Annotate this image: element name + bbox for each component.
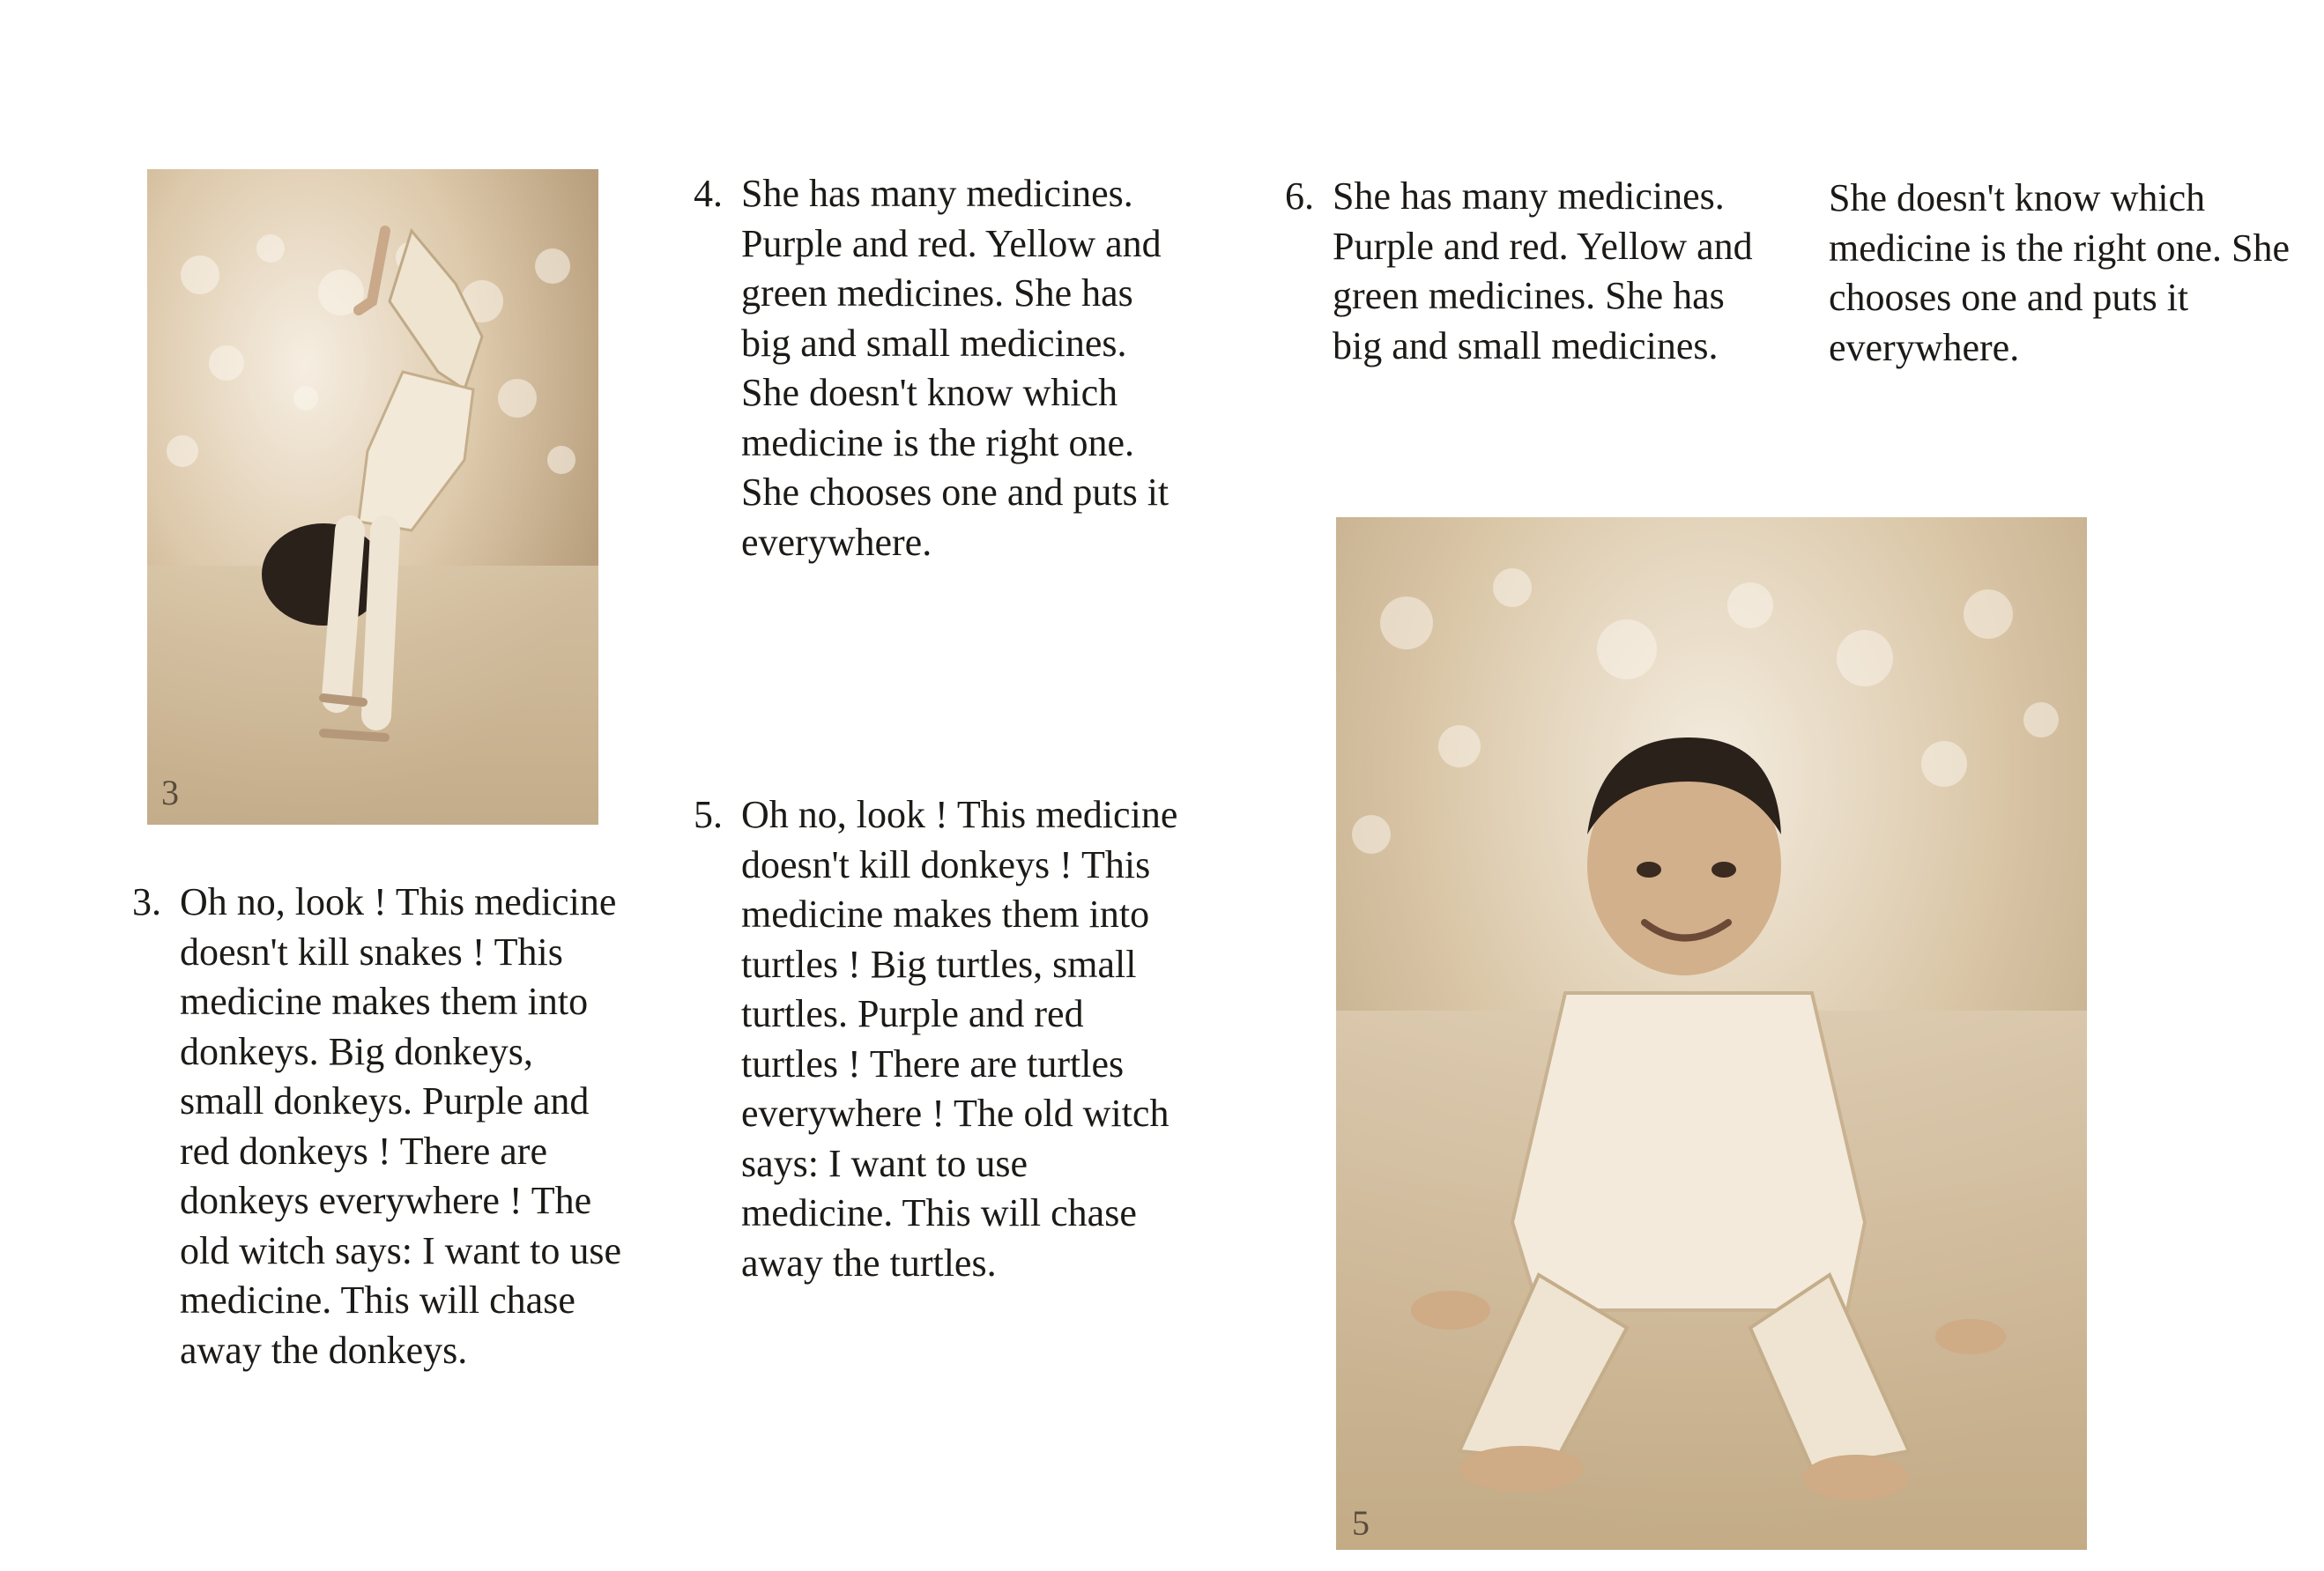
paragraph-5 [694, 790, 1187, 1288]
paragraph-number: 5. [694, 793, 723, 836]
paragraph-text: Oh no, look ! This medicine doesn't kill snakes ! This medicine makes them into donkeys. Big donkeys, small donkeys. Purple and red donkeys ! There are donkeys everywhere ! The old witch says: I want to use medicine. This will chase away the donkeys. [180, 880, 622, 1372]
sitting-child-illustration [1336, 517, 2087, 1550]
paragraph-number: 4. [694, 172, 723, 215]
paragraph-number: 6. [1285, 174, 1314, 218]
paragraph-6 [1285, 172, 1778, 371]
paragraph-4 [694, 169, 1187, 567]
paragraph-6-continued [1829, 174, 2322, 373]
photo-handstand [147, 169, 598, 825]
paragraph-text: She has many medicines. Purple and red. Yellow and green medicines. She has big and small medicines. She doesn't know which medicine is the right one. She chooses one and puts it everywhere. [741, 172, 1169, 564]
paragraph-3 [132, 878, 626, 1375]
paragraph-number: 3. [132, 880, 161, 923]
paragraph-text: She has many medicines. Purple and red. Yellow and green medicines. She has big and small medicines. [1333, 174, 1753, 367]
paragraph-text: Oh no, look ! This medicine doesn't kill donkeys ! This medicine makes them into turtles ! Big turtles, small turtles. Purple and red turtles ! There are turtles everywhere ! The old witch says: I want to use medicine. This will chase away the turtles. [741, 793, 1178, 1285]
handstand-illustration [147, 169, 598, 825]
photo-sitting-child [1336, 517, 2087, 1550]
photo-number: 5 [1352, 1503, 1370, 1543]
photo-number: 3 [161, 773, 179, 812]
paragraph-text: She doesn't know which medicine is the right one. She chooses one and puts it everywhere. [1829, 176, 2290, 369]
